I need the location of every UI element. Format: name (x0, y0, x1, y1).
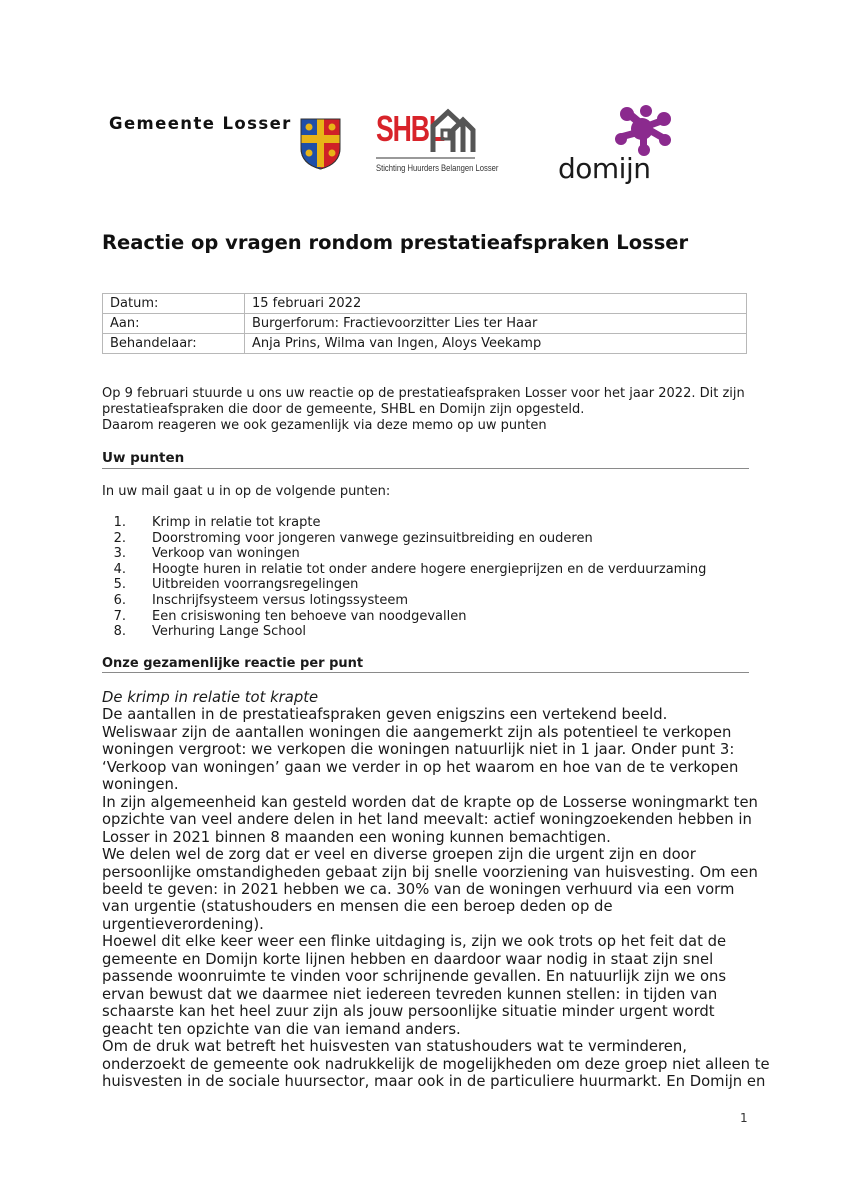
body-line: opzichte van veel andere delen in het land meevalt: actief woningzoekenden hebben in (102, 811, 752, 829)
body-line: Weliswaar zijn de aantallen woningen die aangemerkt zijn als potentieel te verkopen (102, 723, 732, 741)
body-line: schaarste kan het heel zuur zijn als jouw persoonlijke situatie minder urgent wordt (102, 1003, 715, 1021)
body-line: Losser in 2021 binnen 8 maanden een woning kunnen bemachtigen. (102, 828, 611, 846)
domijn-splash-icon (612, 105, 674, 157)
list-number: 1. (113, 515, 126, 530)
list-item (102, 531, 706, 547)
meta-value: Anja Prins, Wilma van Ingen, Aloys Veekamp (245, 334, 747, 354)
list-text: Krimp in relatie tot krapte (152, 515, 321, 530)
meta-row (103, 314, 747, 334)
subheading-krimp: De krimp in relatie tot krapte (102, 689, 319, 706)
body-line: gemeente en Domijn korte lijnen hebben en daardoor waar nodig in staat zijn snel (102, 950, 714, 968)
body-line: geacht ten opzichte van die van iemand anders. (102, 1020, 461, 1038)
body-line: We delen wel de zorg dat er veel en diverse groepen zijn die urgent zijn en door (102, 846, 696, 864)
section-heading-points: Uw punten (102, 449, 749, 469)
shbl-divider (376, 157, 475, 159)
body-line: urgentieverordening). (102, 915, 264, 933)
meta-value: 15 februari 2022 (245, 294, 747, 314)
list-number: 4. (113, 561, 126, 577)
meta-row (103, 294, 747, 314)
body-line: ‘Verkoop van woningen’ gaan we verder in op het waarom en hoe van de te verkopen (102, 758, 739, 776)
body-line: persoonlijke omstandigheden gebaat zijn bij snelle voorziening van huisvesting. Om een (102, 863, 758, 881)
meta-key: Aan: (103, 314, 245, 334)
list-number: 2. (113, 530, 126, 546)
list-number: 7. (113, 608, 126, 624)
list-text: Doorstroming voor jongeren vanwege gezinsuitbreiding en ouderen (152, 530, 593, 546)
list-item (102, 515, 706, 531)
list-item (102, 609, 706, 625)
opening-line: Op 9 februari stuurde u ons uw reactie op de prestatieafspraken Losser voor het jaar 2022. Dit zijn (102, 386, 745, 401)
body-text (102, 706, 770, 1090)
list-text: Verhuring Lange School (152, 624, 307, 640)
list-number: 6. (113, 592, 126, 608)
list-text: Verkoop van woningen (152, 546, 300, 562)
memo-meta-table (102, 293, 747, 354)
reaction-body (102, 689, 770, 1090)
list-text: Hoogte huren in relatie tot onder andere hogere energieprijzen en de verduurzaming (152, 561, 707, 577)
list-item (102, 562, 706, 578)
section-heading-reaction: Onze gezamenlijke reactie per punt (102, 655, 749, 673)
list-item (102, 593, 706, 609)
body-line: beeld te geven: in 2021 hebben we ca. 30% van de woningen verhuurd via een vorm (102, 880, 735, 898)
shbl-logo (376, 107, 499, 177)
body-line: onderzoekt de gemeente ook nadrukkelijk de mogelijkheden om deze groep niet alleen te (102, 1055, 770, 1073)
meta-row (103, 334, 747, 354)
body-line: passende woonruimte te vinden voor schrijnende gevallen. En natuurlijk zijn we ons (102, 968, 727, 986)
document-title: Reactie op vragen rondom prestatieafspraken Losser (102, 231, 689, 254)
points-intro: In uw mail gaat u in op de volgende punten: (102, 484, 391, 499)
opening-paragraph (102, 386, 752, 435)
body-line: In zijn algemeenheid kan gesteld worden dat de krapte op de Losserse woningmarkt ten (102, 793, 758, 811)
opening-line: prestatieafspraken die door de gemeente, SHBL en Domijn zijn opgesteld. (102, 402, 585, 418)
body-line: van urgentie (statushouders en mensen die een beroep deden op de (102, 898, 613, 916)
body-line: Hoewel dit elke keer weer een flinke uitdaging is, zijn we ook trots op het feit dat de (102, 933, 727, 951)
list-item (102, 624, 706, 640)
list-item (102, 577, 706, 593)
list-text: Een crisiswoning ten behoeve van noodgevallen (152, 608, 467, 624)
list-text: Inschrijfsysteem versus lotingssysteem (152, 592, 408, 608)
meta-key: Behandelaar: (103, 334, 245, 354)
points-list (102, 515, 706, 640)
body-line: huisvesten in de sociale huursector, maar ook in de particuliere huurmarkt. En Domijn en (102, 1072, 766, 1090)
shbl-logo-subtitle: Stichting Huurders Belangen Losser (376, 163, 499, 173)
meta-key: Datum: (103, 294, 245, 314)
list-number: 8. (113, 624, 126, 640)
body-line: Om de druk wat betreft het huisvesten van statushouders wat te verminderen, (102, 1038, 687, 1056)
house-icon (430, 108, 476, 154)
list-item (102, 546, 706, 562)
meta-value: Burgerforum: Fractievoorzitter Lies ter Haar (245, 314, 747, 334)
page-number: 1 (740, 1111, 748, 1125)
body-line: woningen vergroot: we verkopen die woningen natuurlijk niet in 1 jaar. Onder punt 3: (102, 741, 735, 759)
list-text: Uitbreiden voorrangsregelingen (152, 577, 359, 593)
list-number: 3. (113, 546, 126, 562)
gemeente-losser-logo-text: Gemeente Losser (109, 114, 292, 133)
opening-line: Daarom reageren we ook gezamenlijk via deze memo op uw punten (102, 418, 547, 434)
losser-coat-of-arms-icon (300, 118, 341, 170)
body-line: woningen. (102, 776, 179, 794)
list-number: 5. (113, 577, 126, 593)
domijn-logo-text: domijn (558, 152, 651, 185)
body-line: De aantallen in de prestatieafspraken geven enigszins een vertekend beeld. (102, 706, 668, 724)
shbl-logo-text: SHBL (376, 108, 445, 149)
body-line: ervan bewust dat we daarmee niet iedereen tevreden kunnen stellen: in tijden van (102, 985, 718, 1003)
